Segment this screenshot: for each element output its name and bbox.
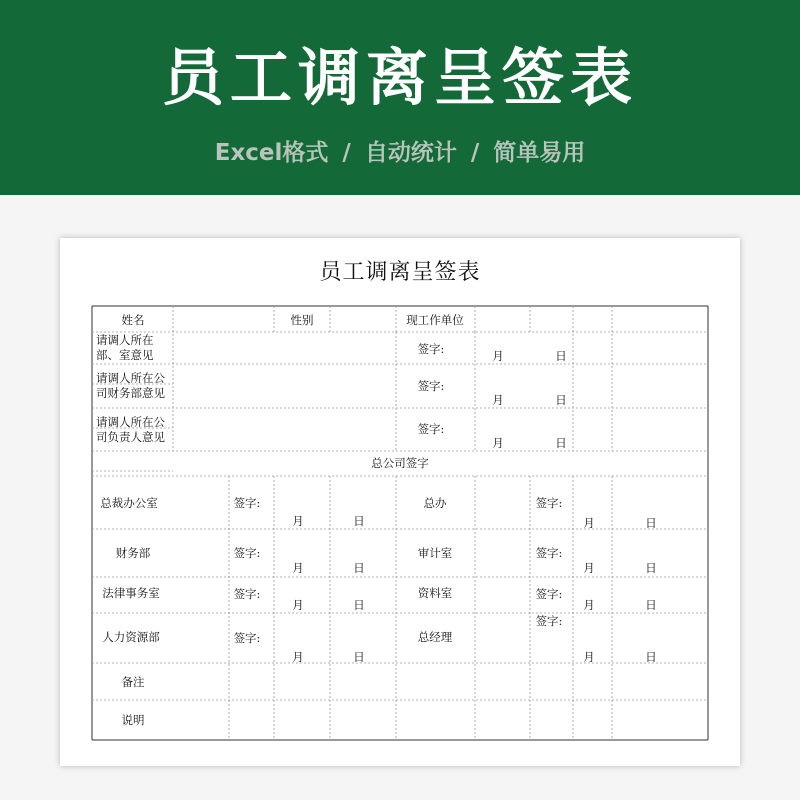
day-label: 日 — [645, 650, 657, 664]
subtitle-item-easy: 简单易用 — [493, 140, 586, 166]
day-label: 日 — [353, 650, 365, 664]
form-grid-lines — [60, 238, 740, 766]
form-sheet — [60, 238, 740, 766]
month-label: 月 — [492, 393, 504, 407]
month-label: 月 — [583, 598, 595, 612]
month-label: 月 — [292, 561, 304, 575]
label-name: 姓名 — [121, 313, 145, 327]
sign-label: 签字: — [535, 546, 563, 560]
label-dept-opinion: 请调人所在部、室意见 — [96, 333, 154, 362]
day-label: 日 — [353, 598, 365, 612]
month-label: 月 — [583, 516, 595, 530]
sign-label: 签字: — [233, 587, 261, 601]
subtitle-item-format: Excel格式 — [214, 140, 329, 166]
sign-label: 签字: — [417, 379, 445, 393]
banner-subtitle — [0, 137, 800, 169]
label-general-office: 总办 — [423, 496, 447, 510]
month-label: 月 — [492, 436, 504, 450]
label-hr-dept: 人力资源部 — [102, 630, 160, 644]
label-remarks: 备注 — [121, 675, 145, 689]
day-label: 日 — [353, 561, 365, 575]
sign-label: 签字: — [417, 422, 445, 436]
month-label: 月 — [292, 650, 304, 664]
sign-label: 签字: — [535, 587, 563, 601]
label-leader-opinion: 请调人所在公司负责人意见 — [96, 415, 165, 444]
subtitle-separator: / — [470, 140, 480, 166]
label-notes: 说明 — [121, 713, 145, 727]
label-president-office: 总裁办公室 — [100, 496, 158, 510]
day-label: 日 — [353, 514, 365, 528]
label-legal-office: 法律事务室 — [102, 586, 160, 600]
day-label: 日 — [555, 393, 567, 407]
month-label: 月 — [292, 514, 304, 528]
day-label: 日 — [555, 349, 567, 363]
document-title: 员工调离呈签表 — [319, 260, 481, 285]
header-banner — [0, 0, 800, 195]
subtitle-separator: / — [342, 140, 351, 166]
label-audit-office: 审计室 — [417, 546, 453, 560]
label-hq-signature: 总公司签字 — [371, 456, 429, 470]
month-label: 月 — [583, 561, 595, 575]
label-finance-dept: 财务部 — [115, 546, 151, 560]
sign-label: 签字: — [417, 342, 445, 356]
sign-label: 签字: — [233, 496, 261, 510]
day-label: 日 — [555, 436, 567, 450]
day-label: 日 — [645, 561, 657, 575]
sign-label: 签字: — [535, 496, 563, 510]
label-current-unit: 现工作单位 — [406, 313, 464, 327]
sign-label: 签字: — [233, 546, 261, 560]
label-finance-opinion: 请调人所在公司财务部意见 — [96, 371, 165, 400]
month-label: 月 — [583, 650, 595, 664]
label-archives-office: 资料室 — [417, 586, 453, 600]
sign-label: 签字: — [535, 614, 563, 628]
label-general-manager: 总经理 — [417, 630, 453, 644]
month-label: 月 — [292, 598, 304, 612]
sign-label: 签字: — [233, 631, 261, 645]
subtitle-item-stats: 自动统计 — [364, 140, 457, 166]
month-label: 月 — [492, 349, 504, 363]
day-label: 日 — [645, 516, 657, 530]
banner-title: 员工调离呈签表 — [161, 41, 638, 114]
day-label: 日 — [645, 598, 657, 612]
label-gender: 性别 — [290, 313, 314, 327]
